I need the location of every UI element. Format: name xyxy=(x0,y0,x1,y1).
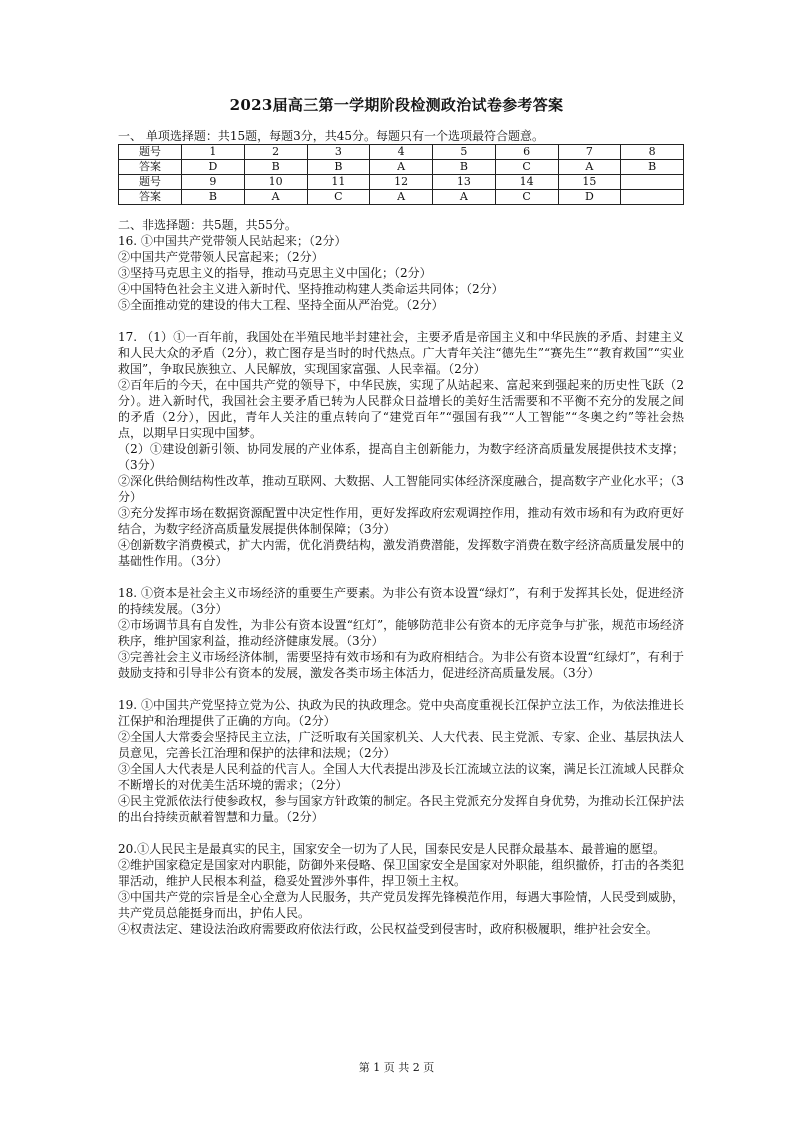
answer-cell: 3 xyxy=(307,145,370,160)
q17-paragraph: 17. （1）①一百年前，我国处在半殖民地半封建社会，主要矛盾是帝国主义和中华民族的矛盾、封建主义和人民大众的矛盾（2分），救亡图存是当时的时代热点。广大青年关注“德先生”“赛先生”“教育救国”“实业救国”，争取民族独立、人民解放，实现国家富强、人民幸福。（2分） xyxy=(118,330,684,376)
answer-cell: A xyxy=(244,190,307,205)
answer-cell xyxy=(621,175,684,190)
answer-cell xyxy=(621,190,684,205)
question-20 xyxy=(118,841,684,937)
question-17 xyxy=(118,329,684,569)
q18-paragraph: ②市场调节具有自发性，为非公有资本设置“红灯”，能够防范非公有资本的无序竞争与扩张，规范市场经济秩序，维护国家利益，推动经济健康发展。（3分） xyxy=(118,618,684,648)
answer-cell: A xyxy=(433,190,496,205)
answer-cell: 8 xyxy=(621,145,684,160)
answer-cell: 7 xyxy=(558,145,621,160)
answer-cell: D xyxy=(558,190,621,205)
question-16 xyxy=(118,233,684,313)
q16-line: ④中国特色社会主义进入新时代、坚持推动构建人类命运共同体；（2分） xyxy=(118,282,504,296)
q16-line: ②中国共产党带领人民富起来；（2分） xyxy=(118,250,324,264)
answer-cell: 2 xyxy=(244,145,307,160)
answer-cell: C xyxy=(495,190,558,205)
page-title: 2023届高三第一学期阶段检测政治试卷参考答案 xyxy=(229,96,564,114)
section2-heading: 二、非选择题：共5题，共55分。 xyxy=(118,218,297,232)
q19-paragraph: ③全国人大代表是人民利益的代言人。全国人大代表提出涉及长江流域立法的议案，满足长江流域人民群众不断增长的对优美生活环境的需求；（2分） xyxy=(118,762,684,792)
q19-paragraph: ④民主党派依法行使参政权，参与国家方针政策的制定。各民主党派充分发挥自身优势，为推动长江保护法的出台持续贡献着智慧和力量。（2分） xyxy=(118,794,684,824)
q18-paragraph: 18. ①资本是社会主义市场经济的重要生产要素。为非公有资本设置“绿灯”，有利于发挥其长处，促进经济的持续发展。（3分） xyxy=(118,586,684,616)
answer-cell: A xyxy=(558,160,621,175)
q20-paragraph: 20.①人民民主是最真实的民主，国家安全一切为了人民，国泰民安是人民群众最基本、最普遍的愿望。 xyxy=(118,842,666,856)
q19-paragraph: 19. ①中国共产党坚持立党为公、执政为民的执政理念。党中央高度重视长江保护立法工作，为依法推进长江保护和治理提供了正确的方向。（2分） xyxy=(118,698,684,728)
answer-cell: C xyxy=(495,160,558,175)
answer-cell: 12 xyxy=(370,175,433,190)
q17-paragraph: ②深化供给侧结构性改革，推动互联网、大数据、人工智能同实体经济深度融合，提高数字产业化水平；（3分） xyxy=(118,474,684,504)
answer-table-row xyxy=(119,145,684,160)
answer-cell: 11 xyxy=(307,175,370,190)
row-label: 答案 xyxy=(119,190,182,205)
answer-cell: 10 xyxy=(244,175,307,190)
answer-cell: C xyxy=(307,190,370,205)
q20-paragraph: ②维护国家稳定是国家对内职能，防御外来侵略、保卫国家安全是国家对外职能，组织撤侨，打击的各类犯罪活动，维护人民根本利益，稳妥处置涉外事件，捍卫领土主权。 xyxy=(118,858,684,888)
answer-cell: 13 xyxy=(433,175,496,190)
q17-paragraph: （2）①建设创新引领、协同发展的产业体系，提高自主创新能力，为数字经济高质量发展提供技术支撑；（3分） xyxy=(118,442,684,472)
q17-paragraph: ④创新数字消费模式，扩大内需，优化消费结构，激发消费潜能，发挥数字消费在数字经济高质量发展中的基础性作用。（3分） xyxy=(118,538,684,568)
answer-cell: A xyxy=(370,190,433,205)
answer-table-row xyxy=(119,190,684,205)
section1-heading: 一、 单项选择题：共15题，每题3分，共45分。每题只有一个选项最符合题意。 xyxy=(118,129,544,143)
answer-cell: A xyxy=(370,160,433,175)
answer-cell: 6 xyxy=(495,145,558,160)
q17-paragraph: ③充分发挥市场在数据资源配置中决定性作用，更好发挥政府宏观调控作用，推动有效市场和有为政府更好结合，为数字经济高质量发展提供体制保障；（3分） xyxy=(118,506,684,536)
row-label: 答案 xyxy=(119,160,182,175)
row-label: 题号 xyxy=(119,175,182,190)
q17-paragraph: ②百年后的今天，在中国共产党的领导下，中华民族，实现了从站起来、富起来到强起来的历史性飞跃（2分）。进入新时代，我国社会主要矛盾已转为人民群众日益增长的美好生活需要和不平衡不充分的发展之间的矛盾（2分），因此，青年人关注的重点转向了“建党百年”“强国有我”“人工智能”“冬奥之约”等社会热点，以期早日实现中国梦。 xyxy=(118,378,684,440)
page-footer: 第 1 页 共 2 页 xyxy=(358,1061,435,1074)
answer-cell: 15 xyxy=(558,175,621,190)
q19-paragraph: ②全国人大常委会坚持民主立法，广泛听取有关国家机关、人大代表、民主党派、专家、企业、基层执法人员意见，完善长江治理和保护的法律和法规；（2分） xyxy=(118,730,684,760)
answer-cell: 1 xyxy=(182,145,245,160)
q16-line: ⑤全面推动党的建设的伟大工程、坚持全面从严治党。（2分） xyxy=(118,298,444,312)
answer-cell: B xyxy=(182,190,245,205)
answer-cell: B xyxy=(433,160,496,175)
answer-cell: D xyxy=(182,160,245,175)
answer-cell: B xyxy=(621,160,684,175)
q16-line: 16. ①中国共产党带领人民站起来；（2分） xyxy=(118,234,347,248)
q20-paragraph: ③中国共产党的宗旨是全心全意为人民服务，共产党员发挥先锋模范作用，每遇大事险情，人民受到威胁，共产党员总能挺身而出，护佑人民。 xyxy=(118,890,684,920)
answer-cell: B xyxy=(244,160,307,175)
q16-line: ③坚持马克思主义的指导，推动马克思主义中国化；（2分） xyxy=(118,266,432,280)
question-19 xyxy=(118,697,684,825)
answer-cell: B xyxy=(307,160,370,175)
q20-paragraph: ④权责法定、建设法治政府需要政府依法行政，公民权益受到侵害时，政府积极履职，维护社会安全。 xyxy=(118,922,659,936)
row-label: 题号 xyxy=(119,145,182,160)
q18-paragraph: ③完善社会主义市场经济体制，需要坚持有效市场和有为政府相结合。为非公有资本设置“红绿灯”，有利于鼓励支持和引导非公有资本的发展，激发各类市场主体活力，促进经济高质量发展。（3分） xyxy=(118,650,684,680)
answer-cell: 14 xyxy=(495,175,558,190)
answer-table-row xyxy=(119,175,684,190)
answer-table xyxy=(118,144,684,205)
answer-cell: 9 xyxy=(182,175,245,190)
answer-table-row xyxy=(119,160,684,175)
answer-cell: 5 xyxy=(433,145,496,160)
answer-content xyxy=(118,128,684,937)
question-18 xyxy=(118,585,684,681)
answer-cell: 4 xyxy=(370,145,433,160)
